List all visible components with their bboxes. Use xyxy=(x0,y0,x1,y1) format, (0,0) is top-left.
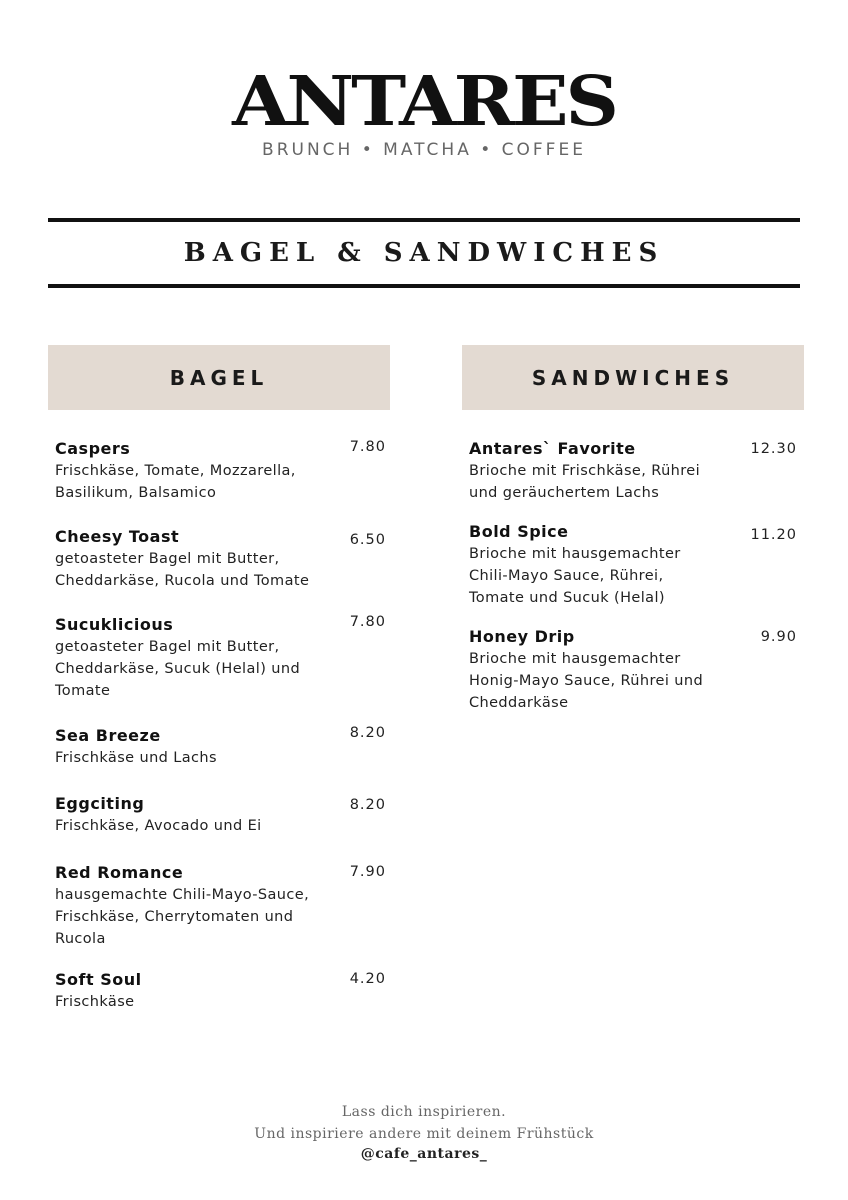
menu-item-soft-soul xyxy=(55,969,345,1013)
item-description: Honig-Mayo Sauce, Rührei und xyxy=(469,673,704,689)
item-price: 12.30 xyxy=(750,441,797,457)
menu-item-sucuklicious xyxy=(55,614,345,702)
item-name: Soft Soul xyxy=(55,970,142,989)
menu-item-antares-favorite xyxy=(469,438,734,504)
footer-line-2: Und inspiriere andere mit deinem Frühstück xyxy=(254,1126,594,1142)
item-price: 6.50 xyxy=(349,532,386,548)
item-price: 7.90 xyxy=(349,864,386,880)
item-description: Brioche mit hausgemachter xyxy=(469,651,681,667)
item-name: Cheesy Toast xyxy=(55,527,180,546)
section-header-sandwiches: SANDWICHES xyxy=(462,345,804,410)
item-price: 4.20 xyxy=(349,971,386,987)
bottom-divider xyxy=(48,284,800,288)
item-name: Antares` Favorite xyxy=(469,439,636,458)
item-price: 9.90 xyxy=(760,629,797,645)
item-name: Honey Drip xyxy=(469,627,575,646)
menu-item-honey-drip xyxy=(469,626,734,714)
item-description: getoasteter Bagel mit Butter, xyxy=(55,639,280,655)
item-price: 8.20 xyxy=(349,797,386,813)
menu-item-caspers xyxy=(55,438,345,504)
item-description: Frischkäse und Lachs xyxy=(55,750,217,766)
menu-item-sea-breeze xyxy=(55,725,345,769)
menu-item-eggciting xyxy=(55,793,345,837)
item-description: Chili-Mayo Sauce, Rührei, xyxy=(469,568,664,584)
item-description: Frischkäse, Cherrytomaten und xyxy=(55,909,294,925)
item-description: Brioche mit hausgemachter xyxy=(469,546,681,562)
tagline: BRUNCH • MATCHA • COFFEE xyxy=(262,140,586,160)
page-title: BAGEL & SANDWICHES xyxy=(183,238,665,268)
item-description: Frischkäse xyxy=(55,994,135,1010)
item-name: Bold Spice xyxy=(469,522,569,541)
footer-line-1: Lass dich inspirieren. xyxy=(341,1104,507,1120)
section-header-bagel: BAGEL xyxy=(48,345,390,410)
item-description: Brioche mit Frischkäse, Rührei xyxy=(469,463,701,479)
item-description: Cheddarkäse, Sucuk (Helal) und xyxy=(55,661,301,677)
item-description: Tomate xyxy=(55,683,111,699)
item-price: 7.80 xyxy=(349,439,386,455)
item-price: 7.80 xyxy=(349,614,386,630)
menu-item-bold-spice xyxy=(469,521,734,609)
item-name: Sea Breeze xyxy=(55,726,161,745)
menu-item-red-romance xyxy=(55,862,345,950)
item-description: Frischkäse, Avocado und Ei xyxy=(55,818,262,834)
item-name: Sucuklicious xyxy=(55,615,174,634)
item-description: Rucola xyxy=(55,931,106,947)
item-description: und geräuchertem Lachs xyxy=(469,485,660,501)
item-description: Basilikum, Balsamico xyxy=(55,485,217,501)
item-price: 11.20 xyxy=(750,527,797,543)
instagram-handle: @cafe_antares_ xyxy=(360,1146,488,1162)
item-description: Cheddarkäse, Rucola und Tomate xyxy=(55,573,310,589)
item-description: Cheddarkäse xyxy=(469,695,569,711)
logo: ANTARES xyxy=(232,62,616,142)
item-description: Frischkäse, Tomate, Mozzarella, xyxy=(55,463,296,479)
item-name: Eggciting xyxy=(55,794,145,813)
item-description: getoasteter Bagel mit Butter, xyxy=(55,551,280,567)
item-name: Caspers xyxy=(55,439,131,458)
item-name: Red Romance xyxy=(55,863,184,882)
menu-item-cheesy-toast xyxy=(55,526,345,592)
item-description: Tomate und Sucuk (Helal) xyxy=(469,590,665,606)
top-divider xyxy=(48,218,800,222)
item-price: 8.20 xyxy=(349,725,386,741)
item-description: hausgemachte Chili-Mayo-Sauce, xyxy=(55,887,310,903)
